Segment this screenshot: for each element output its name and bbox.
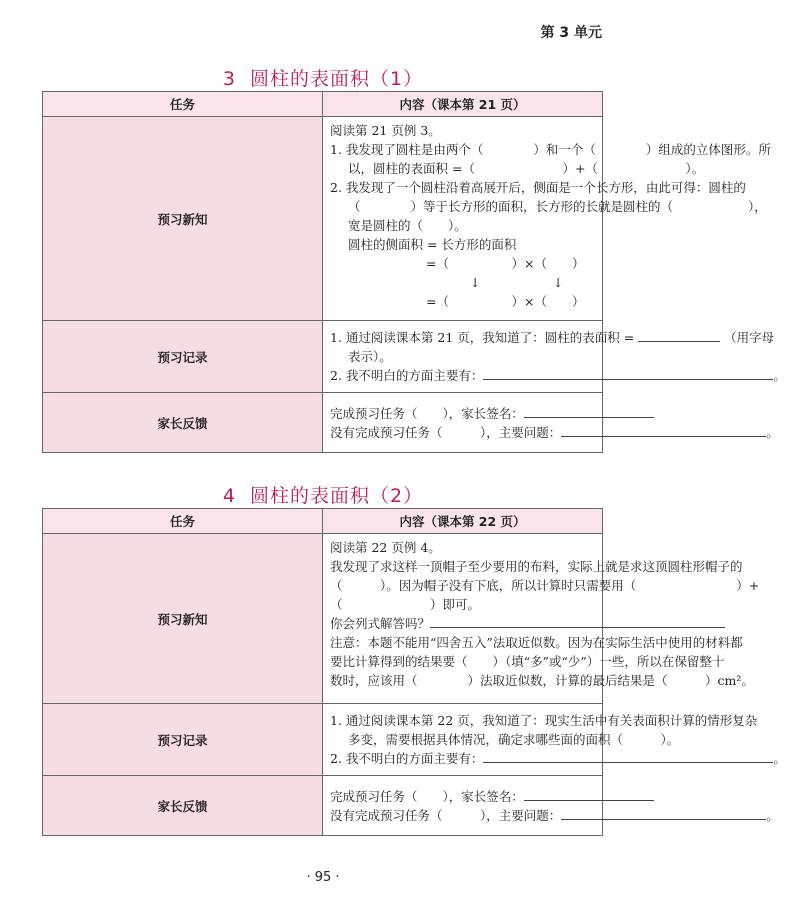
text-line: 注意：本题不能用“四舍五入”法取近似数。因为在实际生活中使用的材料都 [330,635,743,650]
record-content [323,321,786,393]
arrow-row [330,273,595,292]
preview-row [43,117,603,321]
text-line: （ ）即可。 [330,597,481,612]
task-column-header: 任务 [43,509,323,534]
text-line: 1. 我发现了圆柱是由两个（ ）和一个（ ）组成的立体图形。所 [330,142,771,157]
text-line: 没有完成预习任务（ ），主要问题： [330,424,562,440]
preview-row [43,534,603,704]
preview-content [323,117,771,321]
text-line: 圆柱的侧面积 = 长方形的面积 [348,237,517,252]
text-line: 完成预习任务（ ），家长签名： [330,788,524,804]
record-row [43,321,603,393]
record-row [43,704,603,776]
down-arrow-icon: ↓ [470,275,481,290]
record-label: 预习记录 [43,321,323,393]
text-line: 宽是圆柱的（ ）。 [348,218,467,233]
text-line: 要比计算得到的结果要（ ）（填“多”或“少”）一些，所以在保留整十 [330,654,725,669]
period: 。 [766,807,779,823]
period: 。 [773,751,786,766]
lesson-title-text: 圆柱的表面积（2） [250,485,424,507]
answer-blank[interactable] [430,614,725,628]
lesson-3-title [0,64,646,91]
text-line: 2. 我发现了一个圆柱沿着高展开后，侧面是一个长方形，由此可得：圆柱的 [330,180,746,195]
preview-content [323,534,760,704]
lesson-4-title [0,481,646,508]
unit-label: 第 3 单元 [540,25,602,41]
down-arrow-icon: ↓ [553,275,564,290]
text-line: （ ）等于长方形的面积，长方形的长就是圆柱的（ ）， [348,199,767,214]
feedback-content [323,393,779,453]
lesson-3-table [42,91,786,453]
problem-blank[interactable] [561,423,766,437]
text-line: 阅读第 22 页例 4。 [330,540,441,555]
preview-label: 预习新知 [43,534,323,704]
feedback-label: 家长反馈 [43,393,323,453]
record-label: 预习记录 [43,704,323,776]
text-line: 2. 我不明白的方面主要有： [330,751,484,766]
text-line: 多变，需要根据具体情况，确定求哪些面的面积（ ）。 [348,732,680,747]
lesson-number: 4 [222,485,236,507]
text-line: 1. 通过阅读课本第 22 页，我知道了：现实生活中有关表面积计算的情形复杂 [330,713,758,728]
formula-line: =（ ）×（ ） [426,256,585,271]
text-line: 完成预习任务（ ），家长签名： [330,405,524,421]
lesson-4-table [42,508,786,836]
text-line: 你会列式解答吗？ [330,616,431,631]
text-line: 数时，应该用（ ）法取近似数，计算的最后结果是（ ）cm²。 [330,673,754,688]
text-line: 表示）。 [348,349,392,364]
text-line: （用字母 [724,330,775,345]
task-column-header: 任务 [43,92,323,117]
text-line: 阅读第 21 页例 3。 [330,123,441,138]
text-line: 2. 我不明白的方面主要有： [330,368,484,383]
content-column-header: 内容（课本第 21 页） [323,92,603,117]
page-number: · 95 · [306,870,340,885]
formula-line: =（ ）×（ ） [426,294,585,309]
period: 。 [773,368,786,383]
feedback-label: 家长反馈 [43,776,323,836]
signature-blank[interactable] [524,404,654,418]
problem-blank[interactable] [561,806,766,820]
signature-blank[interactable] [524,787,654,801]
text-line: 1. 通过阅读课本第 21 页，我知道了：圆柱的表面积 = [330,330,635,345]
formula-blank[interactable] [638,328,720,342]
record-content [323,704,786,776]
lesson-number: 3 [222,68,236,90]
feedback-content [323,776,779,836]
feedback-row [43,393,603,453]
lesson-title-text: 圆柱的表面积（1） [250,68,424,90]
text-line: 我发现了求这样一顶帽子至少要用的布料，实际上就是求这顶圆柱形帽子的 [330,559,743,574]
content-column-header: 内容（课本第 22 页） [323,509,603,534]
preview-label: 预习新知 [43,117,323,321]
text-line: 没有完成预习任务（ ），主要问题： [330,807,562,823]
feedback-row [43,776,603,836]
period: 。 [766,424,779,440]
text-line: 以，圆柱的表面积 =（ ）+（ ）。 [348,161,705,176]
text-line: （ ）。因为帽子没有下底，所以计算时只需要用（ ）+ [330,578,760,593]
question-blank[interactable] [483,366,773,380]
question-blank[interactable] [483,749,773,763]
